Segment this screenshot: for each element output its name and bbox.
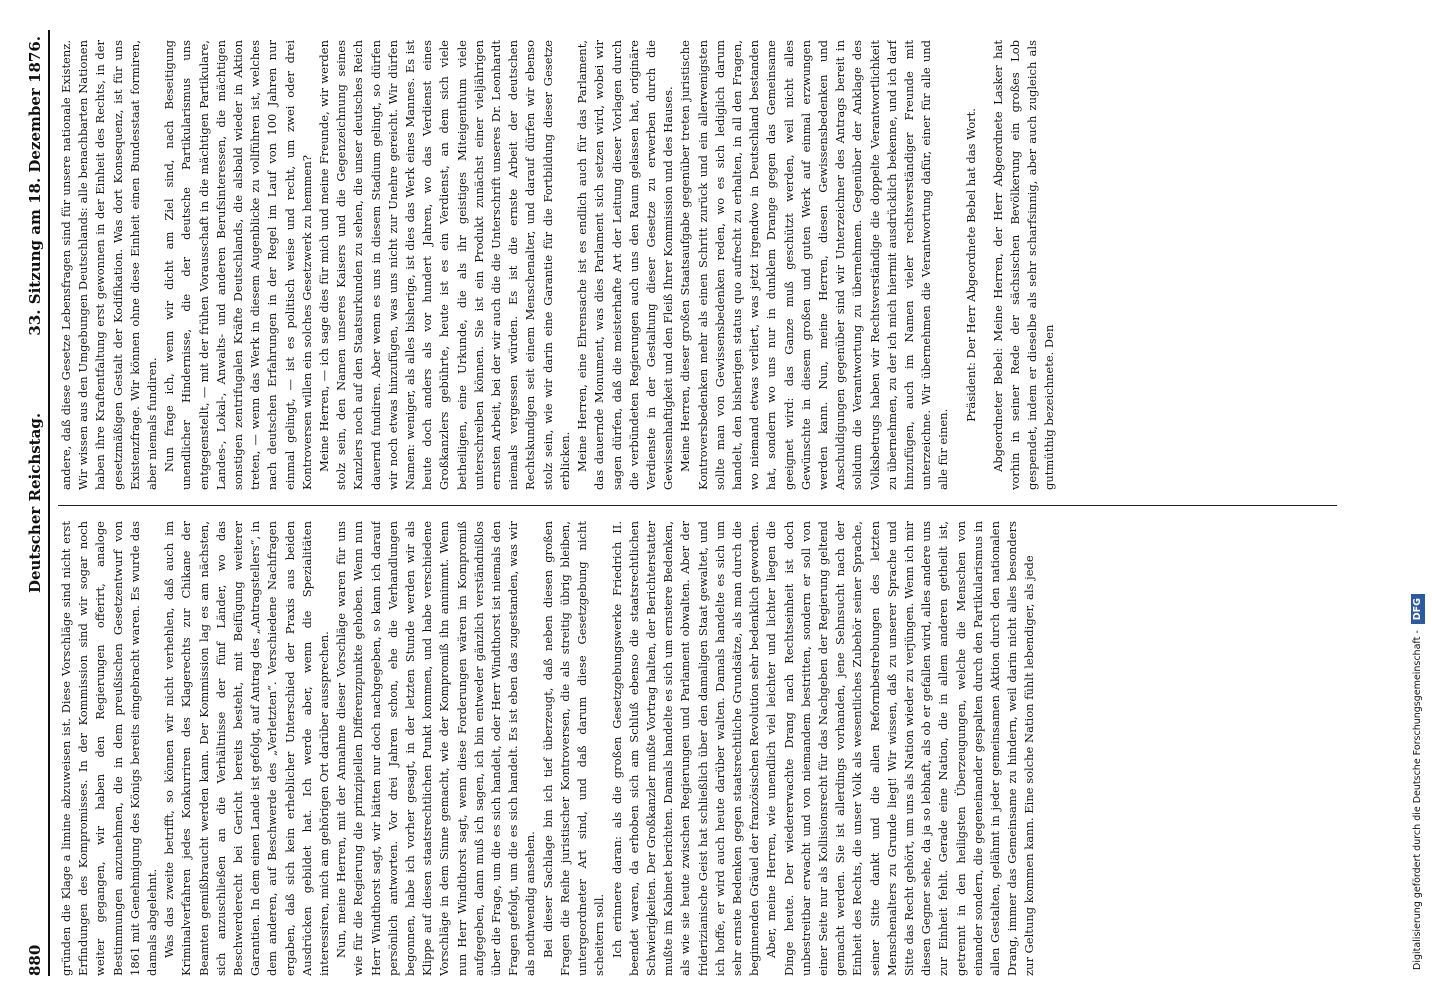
paragraph: Bei dieser Sachlage bin ich tief überzeugt, daß neben diesen großen Fragen die Reihe juristischer Kontroversen, die als streitig übrig bleiben, untergeordneter Art sind, und daß darum diese Gesetzgebung nicht scheitern soll. — [540, 521, 607, 976]
credit-line — [1406, 30, 1430, 970]
publication-title: Deutscher Reichstag. — [26, 412, 44, 594]
page-header — [18, 30, 50, 976]
column-divider — [58, 505, 1337, 506]
paragraph: andere, daß diese Gesetze Lebensfragen sind für unsere nationale Existenz. Wir wissen aus den Umgebungen Deutschlands: alle benachbarten Nationen haben ihre Kraftentfaltung erst gewonnen in der Einheit des Rechts, in der gesetzmäßigen Gestalt der Kodifikation. Was dort Konsequenz, ist für uns Existenzfrage. Wir können ohne diese Einheit einen Bundesstaat formiren, aber niemals fundiren. — [59, 40, 160, 490]
paragraph: Abgeordneter Bebel: Meine Herren, der Herr Abgeordnete Lasker hat vorhin in seiner Rede der sächsischen Bevölkerung ein großes Lob gespendet, indem er dieselbe als sehr scharfsinnig, aber auch zugleich als gutmüthig bezeichnete. Den — [990, 40, 1057, 490]
page-number: 880 — [26, 944, 44, 976]
credit-text: Digitalisierung gefördert durch die Deutsche Forschungsgemeinschaft - — [1412, 630, 1423, 970]
paragraph: Meine Herren, — ich sage dies für mich und meine Freunde, wir werden stolz sein, den Namen unseres Kaisers und die Gegenzeichnung seines Kanzlers noch auf den Staatsurkunden zu sehen, die unser deutsches Reich dauernd fundiren. Aber wenn es uns in diesem Stadium gelingt, so dürfen wir noch etwas hinzufügen, was uns nicht zur Unehre gereicht. Wir dürfen Namen: weniger, als alles bisherige, ist dies das Werk eines Mannes. Es ist heute doch anders als vor hundert Jahren, wo das Verdienst eines Großkanzlers gebührte, heute ist es ein Verdienst, an dem sich viele betheiligen, eine Urkunde, die als ihr geistiges Miteigenthum viele unterschreiben können. Sie ist ein Produkt zunächst einer vieljährigen ernsten Arbeit, bei der wir auch die die Unterschrift unseres Dr. Leonhardt niemals vergessen würden. Es ist die ernste Arbeit der deutschen Rechtskundigen seit einem Menschenalter, und darauf dürfen wir ebenso stolz sein, wie wir darin eine Garantie für die Fortbildung dieser Gesetze erblicken. — [317, 40, 572, 490]
digitization-credit — [1406, 30, 1430, 970]
left-column — [58, 521, 1337, 976]
paragraph: Meine Herren, dieser großen Staatsaufgabe gegenüber treten juristische Kontroversbedenken mehr als einen Schritt zurück und ein allerwenigsten sollte man von Gewissensbedenken reden, wo es sich lediglich darum handelt, den bisherigen status quo aufrecht zu erhalten, in all den Fragen, wo niemand etwas verliert, was jetzt irgendwo in Deutschland bestanden hat, sondern wo uns nur in dunklem Drange gegen das Gemeinsame geeignet wird: das Ganze muß geschützt werden, weil nicht alles Gewünschte in diesem großen und guten Werk auf einmal erzwungen werden kann. Nun, meine Herren, diesen Gewissensbedenken und Anschuldigungen gegenüber sind wir Unterzeichner des Antrags bereit in solidum die Verantwortung zu übernehmen. Gegenüber der Anklage des Volksbetrugs haben wir Rechtsverständige die doppelte Verantwortlichkeit zu übernehmen, zu der ich mich hiermit ausdrücklich bekenne, und ich darf hinzufügen, auch im Namen vieler rechtsverständiger Freunde mit unterzeichne. Wir übernehmen die Verantwortung dafür, einer für alle und alle für einen. — [678, 40, 951, 490]
paragraph: Aber, meine Herren, wie unendlich viel leichter und lichter liegen die Dinge heute. Der wiedererwachte Drang nach Rechtseinheit ist doch unbestreitbar erwacht und von niemandem bestritten, sondern er soll von einer Seite nur als Kollisionsrecht für das Nachgeben der Regierung geltend gemacht werden. Sie ist allerdings vorhanden, jene Sehnsucht nach der Einheit des Rechts, die unser Volk als wesentliches Zubehör seiner Sprache, seiner Sitte dankt und die allen Reformbestrebungen des letzten Menschenalters zu Grunde liegt! Wir wissen, daß zu unserer Sprache und Sitte das Recht gehört, um uns als Nation wieder zu verjüngen. Wenn ich mir diesen Gegner sehe, da ja so lebhaft, als ob er gefallen wird, alles andere uns zur Einheit fehlt. Gerade eine Nation, die in allem anderen getheilt ist, getrennt in den heiligsten Überzeugungen, welche die Menschen von einander sondern, die gegeneinander gespalten durch den Partikularismus in allen Gestalten, gelähmt in jeder gemeinsamen Aktion durch den nationalen Drang, immer das Gemeinsame zu hindern, weil darin nicht alles besonders zur Geltung kommen kann. Eine solche Nation fühlt lebendiger, als jede — [764, 521, 1037, 976]
paragraph: Meine Herren, eine Ehrensache ist es endlich auch für das Parlament, das dauernde Monument, was dies Parlament sich setzen wird, wobei wir sagen dürfen, daß die meisterhafte Art der Leitung dieser Vorlagen durch die verbündeten Regierungen auch uns den Raum gelassen hat, originäre Verdienste in der Gestaltung dieser Gesetze zu erwerben durch die Gewissenhaftigkeit und den Fleiß Ihrer Kommission und des Hauses. — [575, 40, 676, 490]
paragraph: gründen die Klage a limine abzuweisen ist. Diese Vorschläge sind nicht erst Erfindungen des Kompromisses. In der Kommission sind wir sogar noch weiter gegangen, wir haben den Regierungen offerirt, analoge Bestimmungen anzunehmen, die in dem preußischen Gesetzentwurf von 1861 mit Genehmigung des Königs bereits eingebracht waren. Es wurde das damals abgelehnt. — [59, 521, 160, 976]
paragraph: Was das zweite betrifft, so können wir nicht verhehlen, daß auch im Kriminalverfahren jedes Konkurriren des Klagerechts zur Chikane der Beamten gemißbraucht werden kann. Der Kommission lag es am nächsten, sich anzuschließen an die Verhältnisse der fünf Länder, wo das Beschwerderecht bei Gericht bereits besteht, mit Beifügung weiterer Garantien. In dem einen Lande ist gefolgt, auf Antrag des „Antragstellers“, in dem anderen, auf Beschwerde des „Verletzten“. Verschiedene Nachfragen ergaben, daß sich kein erheblicher Unterschied der Praxis aus beiden Ausdrücken gebildet hat. Ich werde aber, wenn die Spezialitäten interessiren, mich am gehörigen Ort darüber aussprechen. — [162, 521, 332, 976]
paragraph: Ich erinnere daran: als die großen Gesetzgebungswerke Friedrich II. beendet waren, da erhoben sich am Schluß ebenso die staatsrechtlichen Schwierigkeiten. Der Großkanzler mußte Vortrag halten, der Berichterstatter mußte im Kabinet berichten. Damals handelte es sich um ernstere Bedenken, als wie sie heute zwischen Regierungen und Parlament obwalten. Aber der friderizianische Geist hat schließlich über den damaligen Staat gewaltet, und ich hoffe, er wird auch heute darüber walten. Damals handelte es sich um sehr ernste Bedenken gegen staatsrechtliche Grundsätze, als man durch die beginnenden Gräuel der französischen Revolution sehr bedenklich geworden. — [609, 521, 762, 976]
paragraph: Nun, meine Herren, mit der Annahme dieser Vorschläge waren für uns wie für die Regierung die prinzipiellen Differenzpunkte gehoben. Wenn nun Herr Windthorst sagt, wir hätten nur doch nachgegeben, so kann ich darauf persönlich antworten. Vor drei Jahren schon, ehe die Verhandlungen begonnen, habe ich vorher gesagt, in der letzten Stunde werden wir als Klippe auf diesen staatsrechtlichen Punkt kommen, und habe verschiedene Vorschläge in dem Sinne gemacht, wie der Kompromiß ihn annimmt. Wenn nun Herr Windthorst sagt, wenn diese Forderungen wären im Kompromiß aufgegeben, dann muß ich sagen, ich bin entweder gänzlich verständnißlos über die Frage, um die es sich handelt, oder Herr Windthorst ist niemals den Fragen gefolgt, um die es sich handelt. Es ist eben das zugestanden, was wir als nothwendig ansehen. — [334, 521, 538, 976]
session-date: 33. Sitzung am 18. Dezember 1876. — [26, 36, 44, 336]
paragraph: Nun frage ich, wenn wir dicht am Ziel sind, nach Beseitigung unendlicher Hindernisse, die der deutsche Partikularismus uns entgegenstellt, — mit der frühen Vorausschaft in die mächtigen Partikulare, Landes-, Lokal-, Anwalts- und anderen Berufsinteressen, die mächtigen sonstigen zentrifugalen Kräfte Deutschlands, die alsbald wieder in Aktion treten, — wenn das Werk in diesem Augenblicke zu vollführen ist, welches nach deutschen Erfahrungen in der Regel im Lauf von 100 Jahren nur einmal gelingt, — ist es politisch weise und recht, um zwei oder drei Kontroversen willen ein solches Gesetzwerk zu hemmen? — [162, 40, 314, 490]
right-column — [58, 40, 1337, 490]
speaker-announcement: Präsident: Der Herr Abgeordnete Bebel hat das Wort. — [963, 108, 978, 422]
dfg-logo: DFG — [1411, 594, 1425, 624]
